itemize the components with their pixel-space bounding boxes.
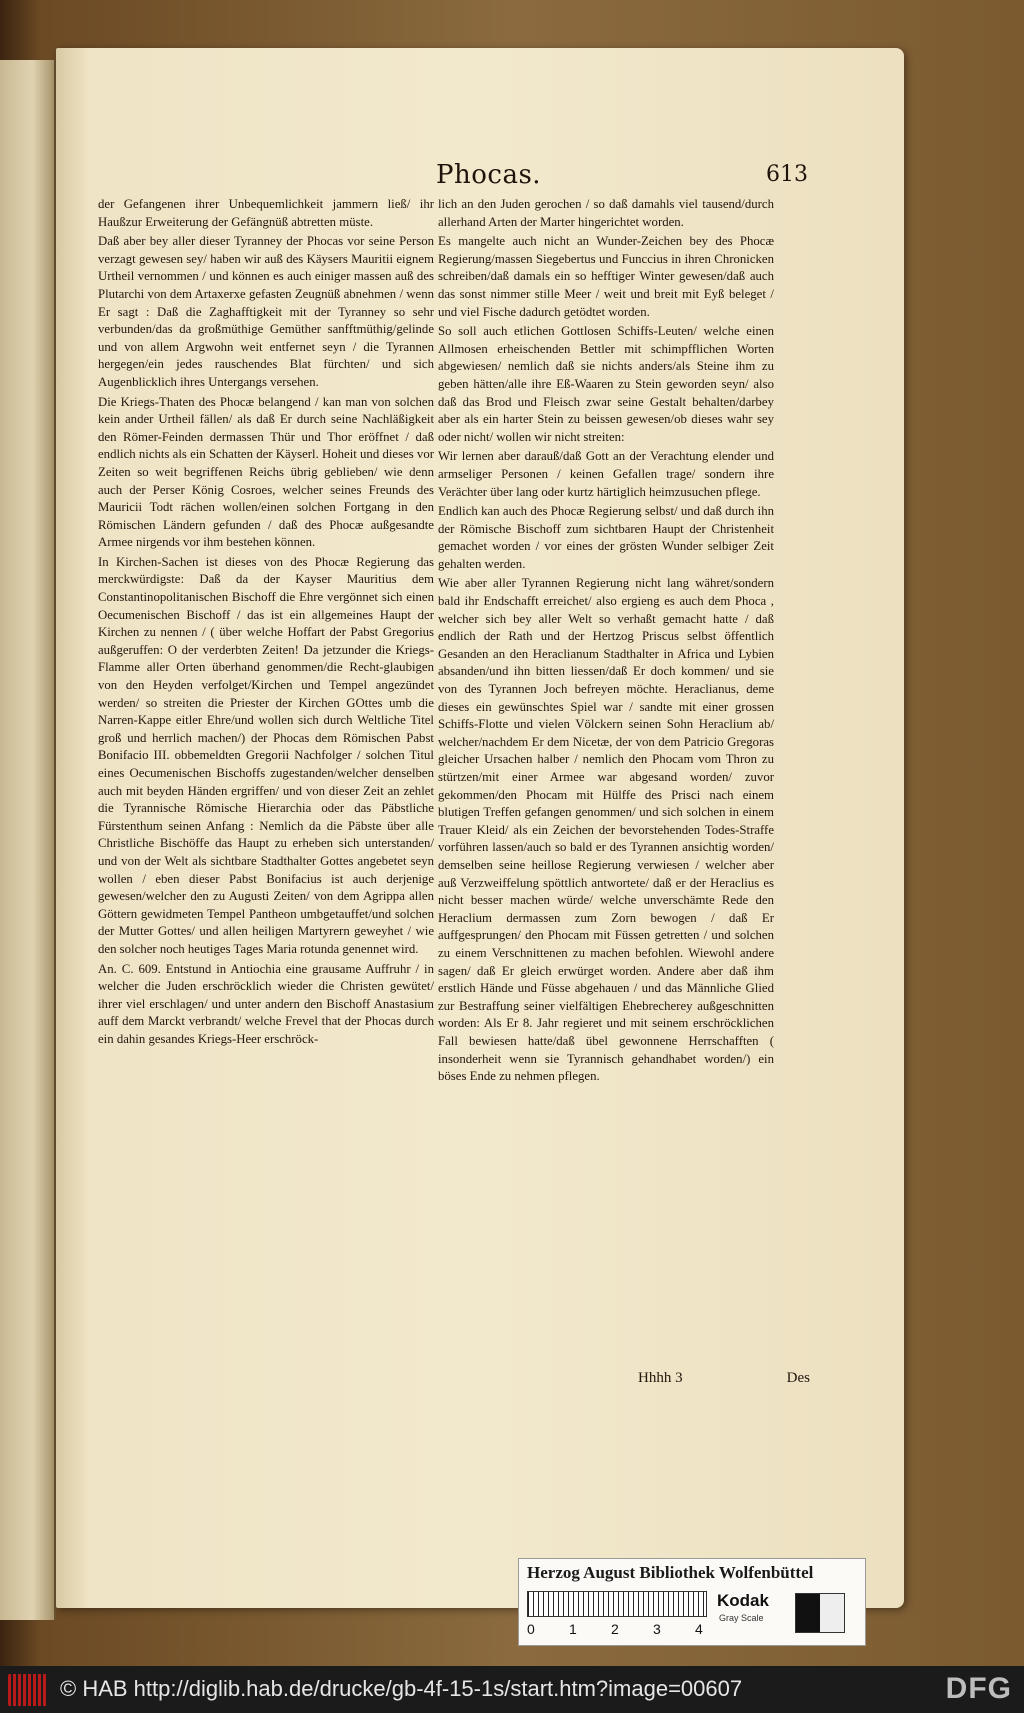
paragraph: In Kirchen-Sachen ist dieses von des Phocæ Regierung das merckwürdigste: Daß da der Kayser Mauritius dem Constantinopolitanischen Bischoff die Ehre vergönnet sich einen Oecumenischen Bischoff / das ist ein allgemeines Haupt der Kirchen zu nennen / ( über welche Hoffart der Pabst Gregorius außgeruffen: O der verderbten Zeiten! Da jetzunder die Kriegs-Flamme aller Orten überhand genommen/die Recht-glaubigen von den Heyden verfolget/Kirchen und Tempel angezündet werden/ so streiten die Priester der Kirchen GOttes umb die Narren-Kappe eitler Ehre/und wollen sich durch Weltliche Titel groß und herrlich machen/) der Phocas dem Römischen Pabst Bonifacio III. obbemeldten Gregorii Nachfolger / solchen Titul eines Oecumenischen Bischoffs zugestanden/welcher denselben auch mit beyden Händen ergriffen/ und von dieser Zeit an zehlet die Tyrannische Römische Hierarchia oder das Päbstliche Fürstenthum seinen Anfang : Nemlich da die Päbste über alle Christliche Bischöffe das Haupt zu erheben sich unterstanden/ und von der Welt als sichtbare Stadthalter Gottes angebetet seyn wollen / eben dieser Pabst Bonifacius ist auch derjenige gewesen/welcher den zu Augusti Zeiten/ von dem Agrippa allen Göttern gewidmeten Tempel Pantheon umbgetauffet/und solchen der Mutter Gottes/ und allen heiligen Martyrern geweyhet / wie den solcher noch heutiges Tages Maria rotunda genennet wird. bbox=[98, 554, 434, 956]
dfg-logo: DFG bbox=[945, 1672, 1012, 1705]
library-color-chart bbox=[518, 1558, 866, 1646]
kodak-logo: Kodak bbox=[717, 1591, 769, 1610]
paragraph: An. C. 609. Entstund in Antiochia eine grausame Auffruhr / in welcher die Juden erschröcklich wieder die Christen gewütet/ ihrer viel erschlagen/ und unter andern den Bischoff Anastasium auff dem Marckt verbrandt/ welche Frevel that der Phocas durch ein dahin gesandes Kriegs-Heer erschröck- bbox=[98, 961, 434, 1046]
ruler-number: 3 bbox=[653, 1621, 661, 1637]
paragraph: Wie aber aller Tyrannen Regierung nicht lang währet/sondern bald ihr Endschafft erreichet/ also ergieng es auch dem Phoca , welcher sich bey aller Welt so verhaßt gemacht hatte / daß endlich der Rath und der Hertzog Priscus selbst öffentlich Gesanden an den Heraclianum Stadthalter in Africa und Lybien absanden/und ihn bitten liessen/daß Er doch kommen/ und sie von des Tyrannen Joch befreyen möchte. Heraclianus, deme dieses ein gewünschtes Spiel war / sandte mit einer grossen Schiffs-Flotte und vielen Völckern seinen Sohn Heraclium ab/ welcher/nachdem Er dem Nicetæ, der von dem Patricio Gregoras gleicher Ursachen halber / nemlich den Phocam vom Thron zu stürtzen/mit einer Armee war abgesand worden/ zuvor gekommen/den Phocam mit Hülffe des Prisci nach einem blutigen Treffen gefangen genommen/ und sich solchen in einem Trauer Kleid/ als ein Zeichen der bevorstehenden Todes-Straffe vorführen lassen/auch so bald er des Tyrannen ansichtig worden/ demselben seine heillose Regierung verwiesen / welcher aber auß Verzweiffelung spöttlich antwortete/ daß er der Heraclius es nicht besser machen würde/ welche unverschämte Rede den Heraclium dermassen zum Zorn bewogen / daß Er auffgesprungen/ den Phocam mit Füssen getretten / und solchen zu einem Verschnittenen zu machen befohlen. Wiewohl andere sagen/ daß Er gleich erwürget worden. Andere aber daß ihm erstlich Hände und Füsse abgehauen / und das Männliche Glied zur Bestraffung seiner vielfältigen Ehebrecherey außgeschnitten worden: Als Er 8. Jahr regieret und mit seinem erschröcklichen Fall bewiesen hatte/daß übel gewonnene Herrschafften ( insonderheit wenn sie Tyrannisch gehandhabet worden/) ein böses Ende zu nehmen pflegen. bbox=[438, 576, 774, 1084]
barcode-icon bbox=[8, 1674, 48, 1706]
paragraph: Es mangelte auch nicht an Wunder-Zeichen bey des Phocæ Regierung/massen Siegebertus und Funccius in ihren Chronicken schreiben/daß damals ein so hefftiger Winter gewesen/daß auch das sonst nimmer stille Meer / weit und breit mit Eyß beleget / und viel Fische dadurch getödtet worden. bbox=[438, 234, 774, 319]
page-header bbox=[96, 160, 808, 194]
paragraph: Die Kriegs-Thaten des Phocæ belangend / kan man von solchen kein ander Urtheil fällen/ als daß Er durch seine Nachläßigkeit den Römer-Feinden dermassen Thür und Thor eröffnet / daß endlich nichts als ein Schatten der Käyserl. Hoheit und dieses vor Zeiten so weit begriffenen Reichs übrig geblieben/ wie denn auch der Perser König Cosroes, welcher seines Freunds des Mauricii Todt rächen wollen/einen solchen Fortgang in den Römischen Ländern gefunden / daß des Phocæ außgesandte Armee nirgends vor ihm bestehen können. bbox=[98, 394, 434, 550]
kodak-gray-scale bbox=[715, 1589, 861, 1641]
signature-mark: Hhhh 3 bbox=[638, 1370, 683, 1386]
gray-patch bbox=[795, 1593, 845, 1633]
source-url[interactable]: © HAB http://diglib.hab.de/drucke/gb-4f-15-1s/start.htm?image=00607 bbox=[60, 1676, 743, 1701]
ruler-number: 4 bbox=[695, 1621, 703, 1637]
paragraph: lich an den Juden gerochen / so daß damahls viel tausend/durch allerhand Arten der Marter hingerichtet worden. bbox=[438, 197, 774, 229]
ruler-numbers bbox=[527, 1621, 717, 1641]
status-bar bbox=[0, 1666, 1024, 1713]
paragraph: der Gefangenen ihrer Unbequemlichkeit jammern ließ/ ihr Haußzur Erweiterung der Gefängnüß abtretten müste. bbox=[98, 197, 434, 229]
paragraph: Daß aber bey aller dieser Tyranney der Phocas vor seine Person verzagt gewesen sey/ haben wir auß des Käysers Mauritii eignem Urtheil vernommen / und können es auch einiger massen auß des Plutarchi von dem Artaxerxe gefasten Zeugnüß abnehmen / wenn Er sagt : Daß die Zaghafftigkeit mit der Tyranney so sehr verbunden/das da großmüthige Gemüther sanfftmüthig/gelinde und von allem Argwohn weit entfernet seyn / die Tyrannen hergegen/ein jedes rauschendes Blat fürchten/ und sich Augenblicklich ihres Untergangs versehen. bbox=[98, 234, 434, 389]
paragraph: So soll auch etlichen Gottlosen Schiffs-Leuten/ welche einen Allmosen erheischenden Bettler mit schimpfflichen Worten abgewiesen/ nemlich daß sie nichts anders/als Steine ihm zu geben hätten/alle ihre Eß-Waaren zu Stein geworden seyn/ also daß das Brod und Fleisch zwar seine Gestalt behalten/darbey aber als ein harter Stein zu beissen gewesen/ob dieses wahr sey oder nicht/ wollen wir nicht streiten: bbox=[438, 324, 774, 444]
ruler-number: 1 bbox=[569, 1621, 577, 1637]
paragraph: Endlich kan auch des Phocæ Regierung selbst/ und daß durch ihn der Römische Bischoff zum sichtbaren Haupt der Christenheit gemachet worden / vor eines der grösten Wunder selbiger Zeit gehalten werden. bbox=[438, 504, 774, 571]
gray-scale-caption: Gray Scale bbox=[719, 1613, 764, 1623]
page-number: 613 bbox=[766, 162, 808, 187]
facing-page-edge bbox=[0, 60, 56, 1620]
ruler-number: 2 bbox=[611, 1621, 619, 1637]
running-title: Phocas. bbox=[436, 160, 542, 190]
page-footer bbox=[98, 1370, 810, 1392]
right-text-column bbox=[438, 196, 774, 1088]
catchword: Des bbox=[786, 1370, 810, 1386]
ruler-number: 0 bbox=[527, 1621, 535, 1637]
ruler-scale bbox=[527, 1591, 707, 1617]
left-text-column bbox=[98, 196, 434, 1051]
library-name: Herzog August Bibliothek Wolfenbüttel bbox=[527, 1563, 814, 1582]
book-page bbox=[56, 48, 904, 1608]
paragraph: Wir lernen aber darauß/daß Gott an der Verachtung elender und armseliger Personen / keinen Gefallen trage/ sondern ihre Verächter über lang oder kurtz härtiglich heimzusuchen pflege. bbox=[438, 449, 774, 499]
